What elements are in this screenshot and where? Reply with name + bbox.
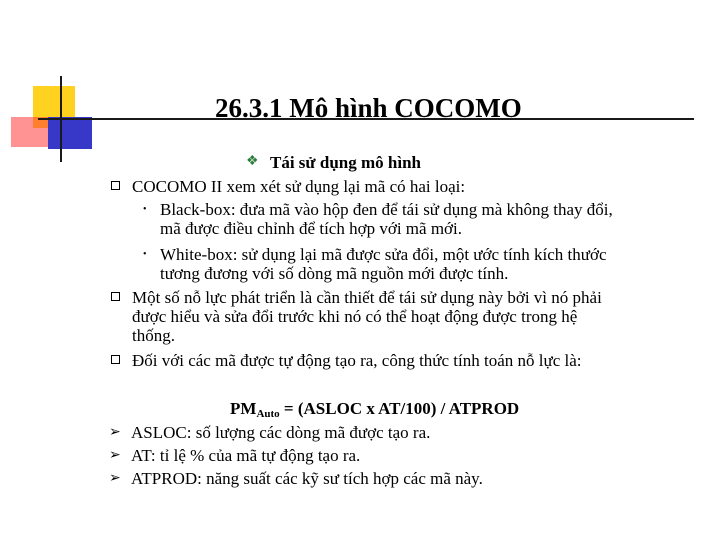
arrow-bullet-icon: ➢: [109, 425, 121, 440]
point-2-line-2: được hiểu và sửa đổi trước khi nó có thể hoạt động được trong hệ: [132, 307, 578, 326]
white-box-line-2: tương đương với số dòng mã nguồn mới được tính.: [160, 264, 509, 283]
diamond-bullet-icon: ❖: [246, 154, 259, 169]
square-bullet-icon: [111, 292, 120, 301]
atprod-definition: ATPROD: năng suất các kỹ sư tích hợp các mã này.: [131, 469, 483, 488]
dot-bullet-icon: •: [143, 249, 147, 260]
point-1: COCOMO II xem xét sử dụng lại mã có hai loại:: [132, 177, 466, 196]
point-3: Đối với các mã được tự động tạo ra, công thức tính toán nỗ lực là:: [132, 351, 582, 370]
asloc-definition: ASLOC: số lượng các dòng mã được tạo ra.: [131, 423, 431, 442]
at-definition: AT: tỉ lệ % của mã tự động tạo ra.: [131, 446, 361, 465]
formula: [230, 399, 519, 424]
square-bullet-icon: [111, 355, 120, 364]
formula-expression: = (ASLOC x AT/100) / ATPROD: [279, 399, 520, 418]
subheading: Tái sử dụng mô hình: [270, 153, 421, 172]
point-2-line-1: Một số nỗ lực phát triển là cần thiết để tái sử dụng này bởi vì nó phải: [132, 288, 602, 307]
point-2-line-3: thống.: [132, 326, 175, 345]
black-box-line-1: Black-box: đưa mã vào hộp đen để tái sử dụng mà không thay đổi,: [160, 200, 613, 219]
decor-red-square: [11, 117, 51, 147]
formula-pm: PM: [230, 399, 257, 418]
arrow-bullet-icon: ➢: [109, 448, 121, 463]
white-box-line-1: White-box: sử dụng lại mã được sửa đổi, một ước tính kích thước: [160, 245, 607, 264]
formula-subscript: Auto: [256, 408, 280, 420]
slide-title: 26.3.1 Mô hình COCOMO: [215, 93, 522, 123]
arrow-bullet-icon: ➢: [109, 471, 121, 486]
decor-blue-square: [48, 117, 92, 149]
black-box-line-2: mã được điều chỉnh để tích hợp với mã mới.: [160, 219, 462, 238]
dot-bullet-icon: •: [143, 204, 147, 215]
square-bullet-icon: [111, 181, 120, 190]
